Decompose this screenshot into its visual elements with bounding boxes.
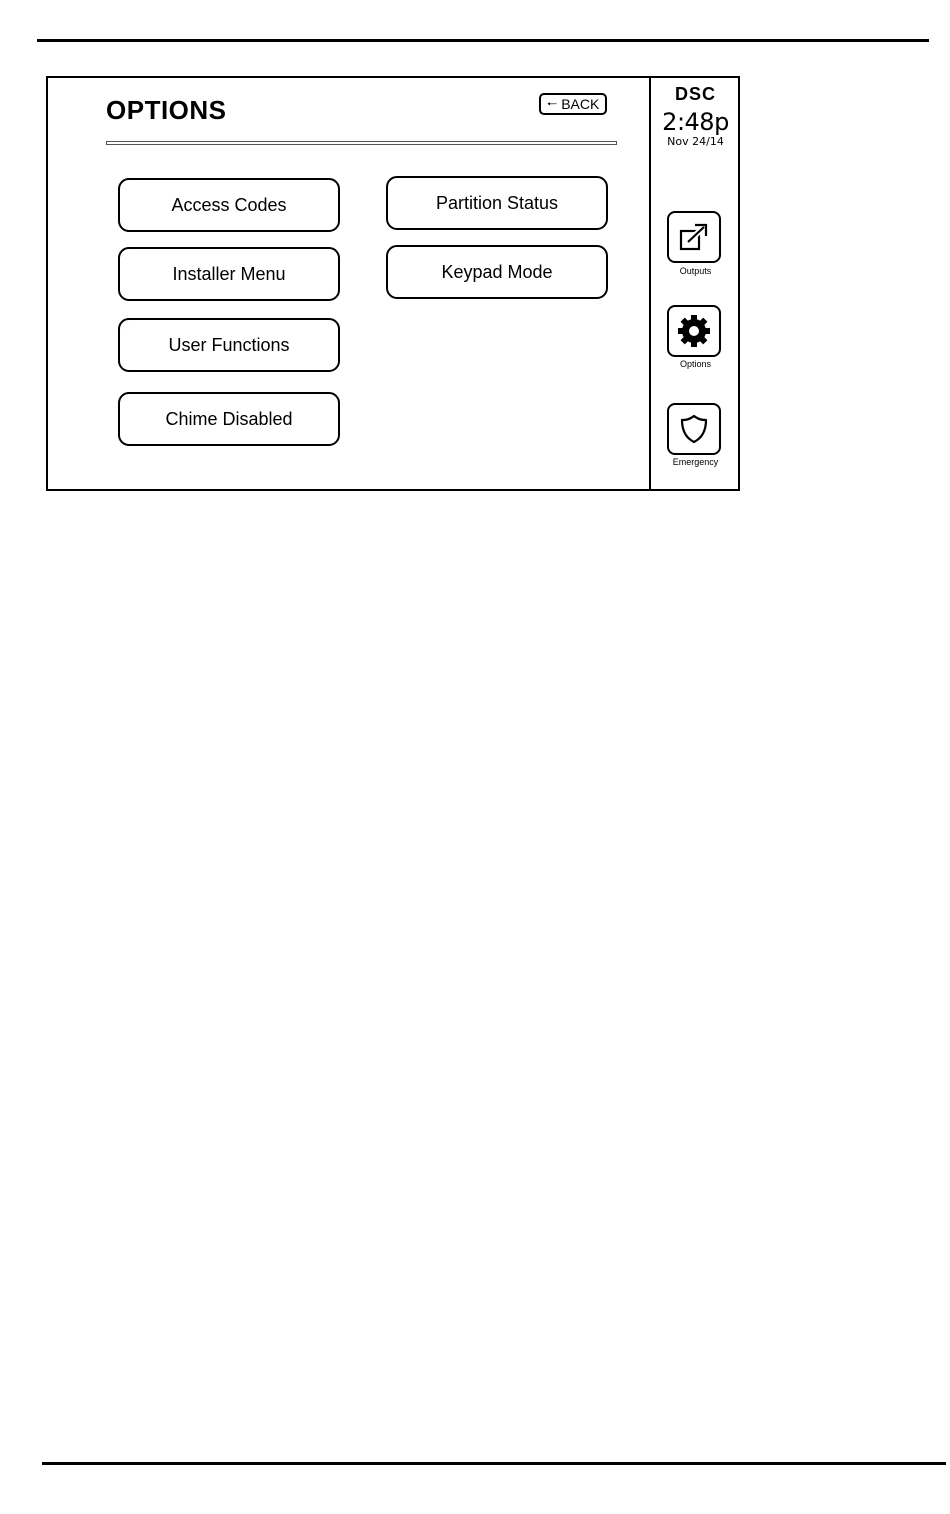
outputs-button[interactable] [667, 211, 721, 263]
clock-time: 2:48p [662, 108, 729, 136]
installer-menu-button[interactable]: Installer Menu [118, 247, 340, 301]
chime-disabled-button[interactable]: Chime Disabled [118, 392, 340, 446]
options-label: Options [679, 359, 712, 369]
emergency-label: Emergency [672, 457, 719, 467]
access-codes-button[interactable]: Access Codes [118, 178, 340, 232]
shield-icon [679, 413, 709, 445]
back-button-label: BACK [561, 96, 600, 112]
emergency-button[interactable] [667, 403, 721, 455]
outputs-label: Outputs [679, 266, 712, 276]
options-button[interactable] [667, 305, 721, 357]
outputs-icon [677, 221, 711, 253]
keypad-screen [46, 76, 740, 491]
back-arrow-icon: 🠐 [546, 97, 558, 111]
page-title: OPTIONS [106, 95, 227, 125]
brand-logo: DSC [674, 84, 716, 104]
partition-status-button[interactable]: Partition Status [386, 176, 608, 230]
sidebar [649, 78, 740, 489]
gear-icon [676, 313, 712, 349]
title-divider [106, 141, 617, 145]
page-top-rule [37, 39, 929, 42]
clock-date: Nov 24/14 [667, 135, 724, 148]
page-bottom-rule [42, 1462, 946, 1465]
user-functions-button[interactable]: User Functions [118, 318, 340, 372]
keypad-mode-button[interactable]: Keypad Mode [386, 245, 608, 299]
back-button[interactable] [539, 93, 607, 115]
